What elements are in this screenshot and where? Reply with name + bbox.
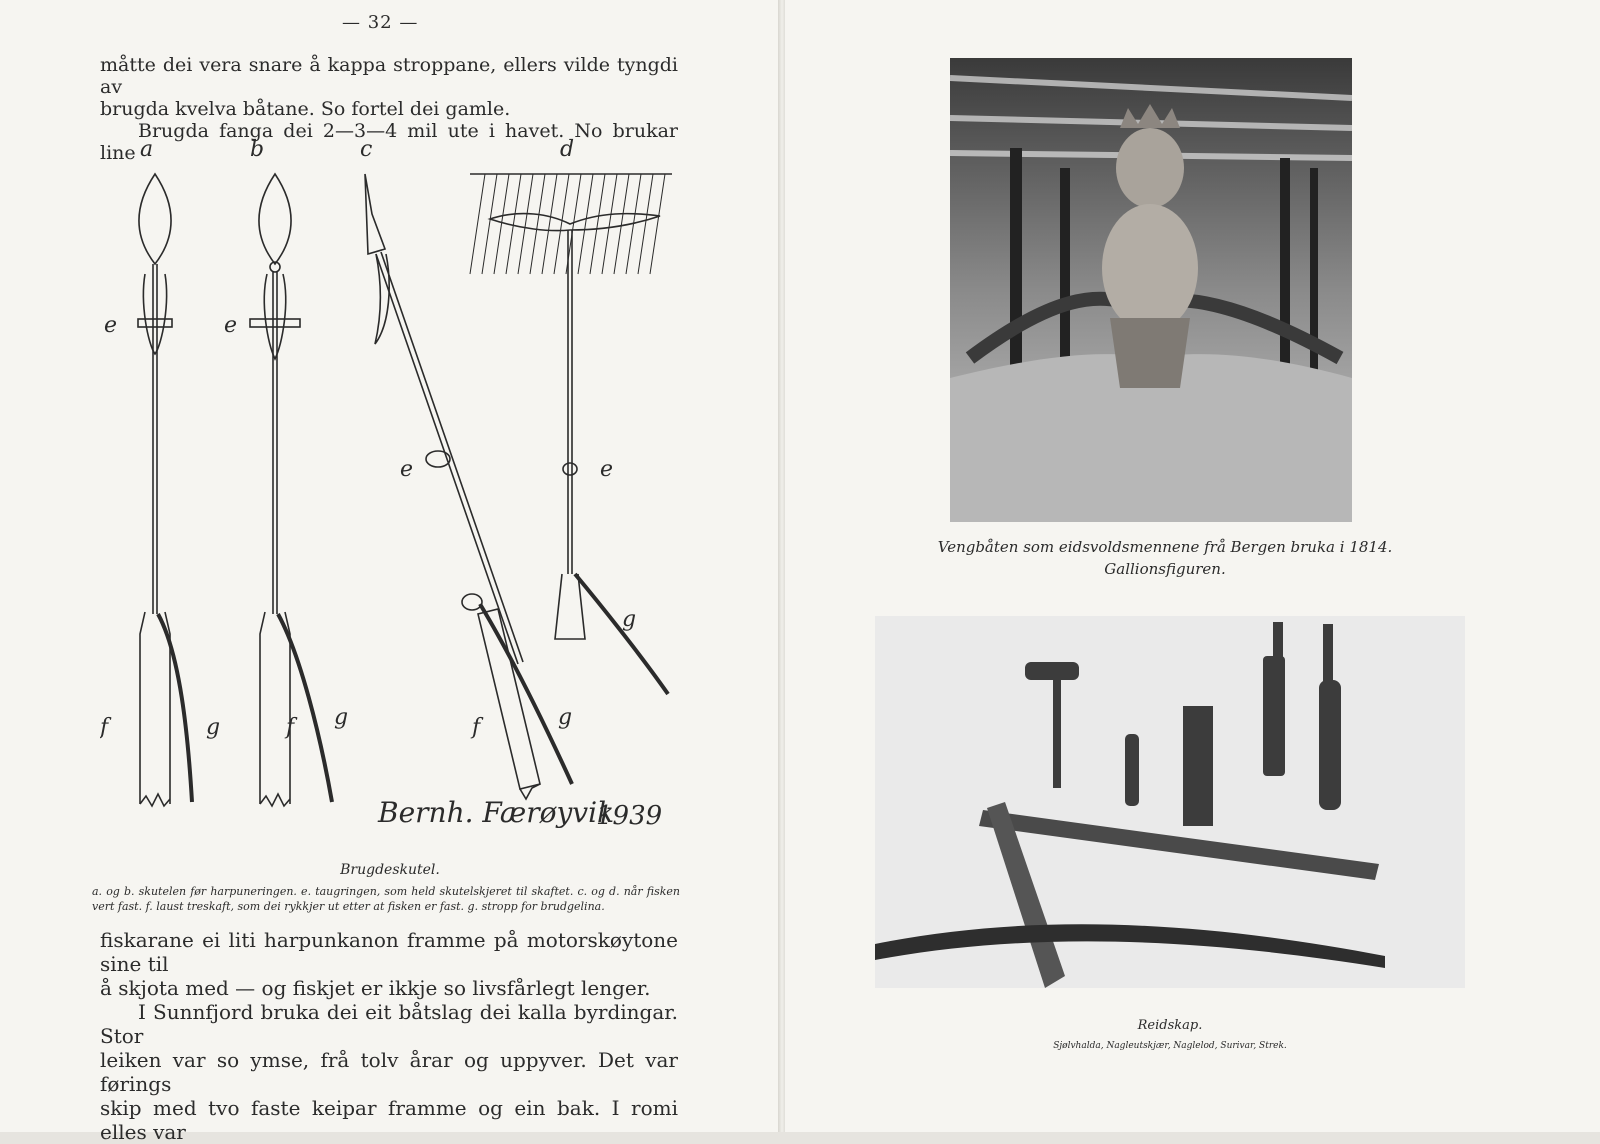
figure-label-g: g (558, 705, 573, 730)
figure-label-a: a (140, 137, 154, 162)
figure-label-g: g (206, 715, 221, 740)
text-line: skip med tvo faste keipar framme og ein bak. I romi elles var (100, 1096, 678, 1144)
figure-label-d: d (560, 137, 575, 162)
figure-label-e: e (600, 457, 614, 482)
figure-label-g: g (334, 705, 349, 730)
bottom-paragraphs (100, 928, 678, 1144)
photo2-caption-title: Reidskap. (1137, 1018, 1203, 1033)
text-line: måtte dei vera snare å kappa stroppane, ellers vilde tyngdi av (100, 54, 678, 98)
figure-label-c: c (360, 137, 373, 162)
text-line: Brugda fanga dei 2—3—4 mil ute i havet. No brukar line (100, 120, 678, 164)
page-number: — 32 — (342, 12, 419, 33)
figure-label-e: e (224, 313, 238, 338)
text-line: brugda kvelva båtane. So fortel dei gamle. (100, 98, 511, 120)
signature-year: 1939 (596, 801, 663, 831)
figure-label-e: e (400, 457, 414, 482)
photo2-caption-items: Sjølvhalda, Nagleutskjær, Naglelod, Surivar, Strek. (1053, 1041, 1287, 1051)
figure-caption-title: Brugdeskutel. (340, 862, 440, 878)
figure-label-f: f (286, 715, 295, 740)
text-line: leiken var so ymse, frå tolv årar og uppyver. Det var førings (100, 1048, 678, 1096)
figure-label-e: e (104, 313, 118, 338)
figure-caption-legend: a. og b. skutelen før harpuneringen. e. taugringen, som held skutelskjeret til skaftet. c. og d. når fisken vert fast. f. laust treskaft, som dei rykkjer ut etter at fisken er fast. g. stropp for brudgelina. (92, 885, 680, 913)
figure-label-g: g (622, 607, 637, 632)
figure-label-f: f (100, 715, 109, 740)
artist-signature: Bernh. Færøyvik (378, 796, 615, 829)
text-line: å skjota med — og fiskjet er ikkje so livsfårlegt lenger. (100, 976, 651, 1000)
photo1-caption (930, 536, 1400, 580)
harpoon-illustration (100, 134, 690, 834)
photo1-caption-line: Vengbåten som eidsvoldsmennene frå Bergen bruka i 1814. (937, 538, 1393, 556)
figure-label-b: b (250, 137, 265, 162)
left-page (0, 0, 780, 1144)
text-line: fiskarane ei liti harpunkanon framme på motorskøytone sine til (100, 928, 678, 976)
tools-photo (875, 616, 1465, 988)
photo1-caption-line: Gallionsfiguren. (1104, 560, 1226, 578)
text-line: I Sunnfjord bruka dei eit båtslag dei kalla byrdingar. Stor (100, 1000, 678, 1048)
figurehead-photo (950, 58, 1352, 522)
figure-label-f: f (472, 715, 481, 740)
